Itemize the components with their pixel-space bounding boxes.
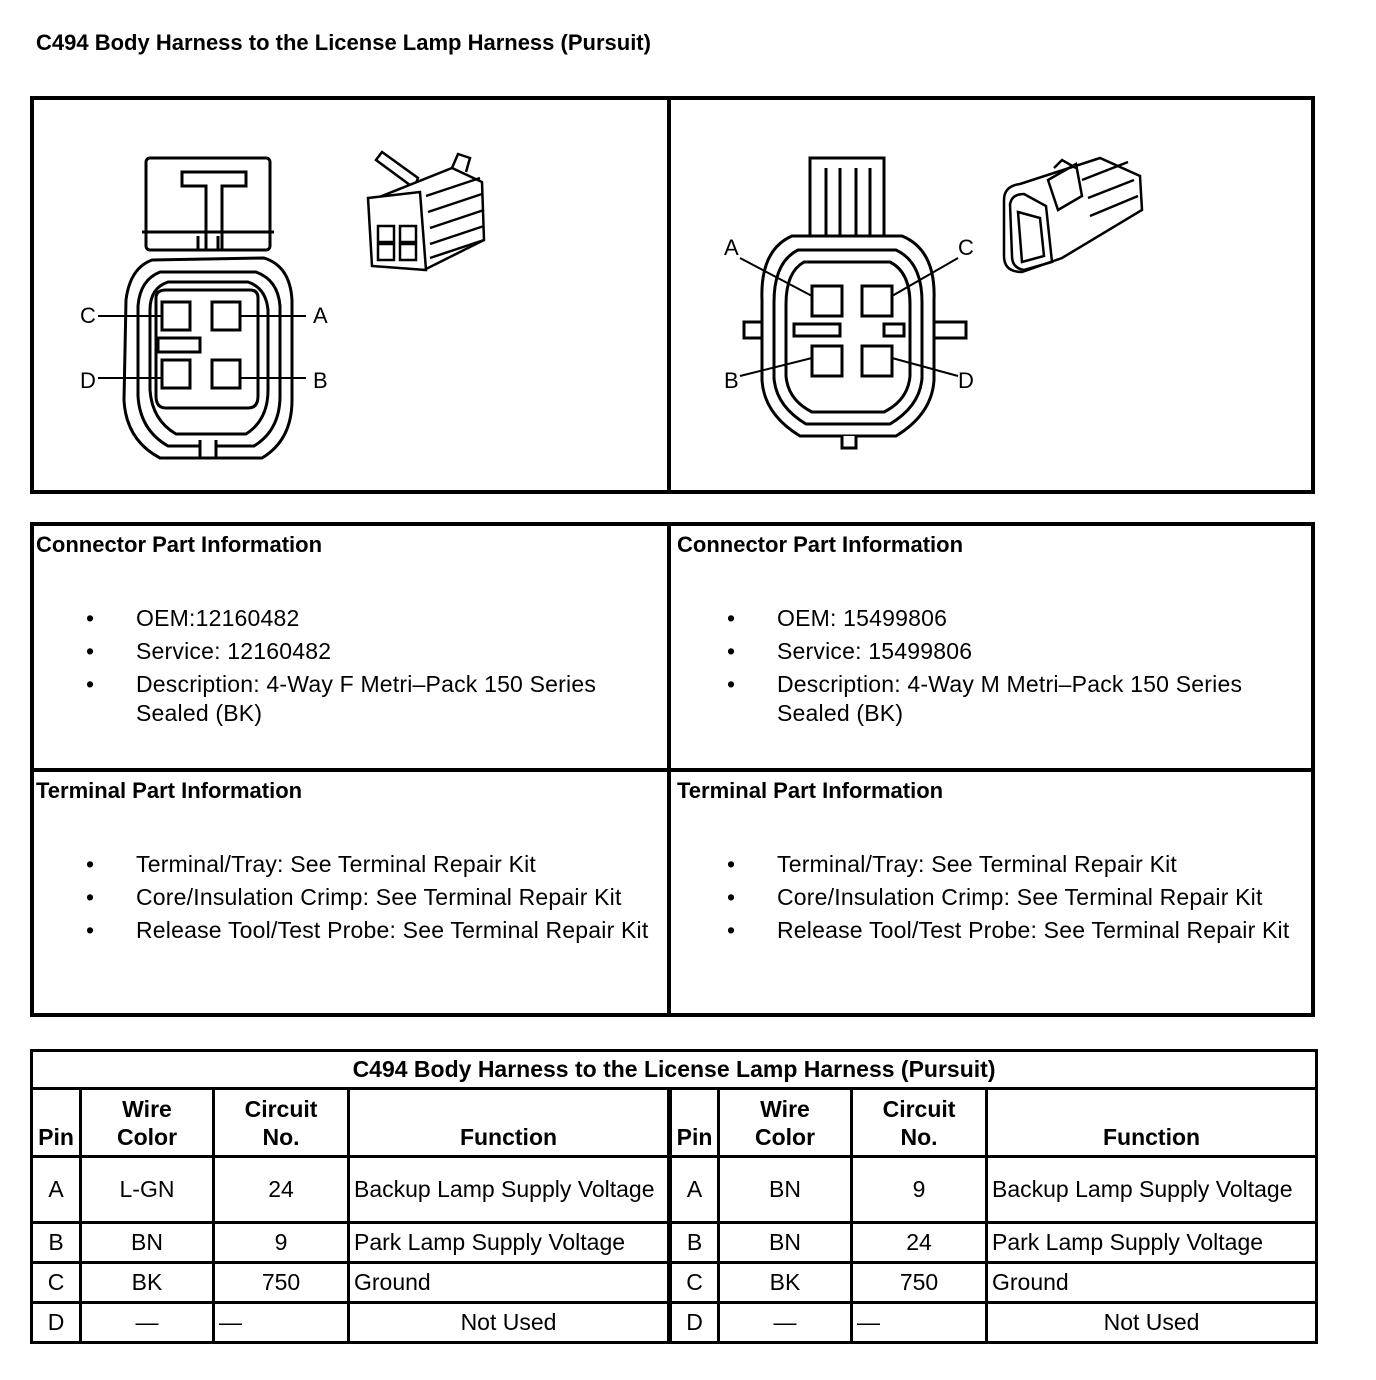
wire-color-cell: — bbox=[81, 1303, 214, 1343]
wire-color-cell: BN bbox=[719, 1223, 852, 1263]
pin-label-right-c: C bbox=[958, 235, 974, 260]
wire-color-cell: BK bbox=[81, 1263, 214, 1303]
circuit-cell: 750 bbox=[852, 1263, 987, 1303]
function-cell: Ground bbox=[987, 1263, 1317, 1303]
wire-color-cell: BN bbox=[81, 1223, 214, 1263]
connector-info-list bbox=[677, 604, 1307, 728]
function-cell: Not Used bbox=[349, 1303, 670, 1343]
col-header-wire-color: Wire Color bbox=[719, 1089, 852, 1157]
pin-label-left-d: D bbox=[80, 368, 96, 393]
pin-cell: B bbox=[32, 1223, 81, 1263]
col-header-circuit: Circuit No. bbox=[214, 1089, 349, 1157]
connector-info-heading: Connector Part Information bbox=[36, 532, 323, 557]
list-item: • OEM: 15499806 bbox=[727, 605, 948, 631]
col-header-pin: Pin bbox=[32, 1089, 81, 1157]
connector-info-list bbox=[36, 604, 666, 728]
function-cell: Park Lamp Supply Voltage bbox=[349, 1223, 670, 1263]
function-cell: Not Used bbox=[987, 1303, 1317, 1343]
wire-color-cell: L-GN bbox=[81, 1157, 214, 1223]
terminal-info-heading: Terminal Part Information bbox=[36, 778, 303, 803]
pin-label-left-b: B bbox=[313, 368, 328, 393]
pin-cell: A bbox=[32, 1157, 81, 1223]
part-info-horizontal-divider bbox=[30, 768, 1315, 772]
pin-label-right-d: D bbox=[958, 368, 974, 393]
wire-color-cell: BN bbox=[719, 1157, 852, 1223]
pinout-caption: C494 Body Harness to the License Lamp Harness (Pursuit) bbox=[32, 1051, 1317, 1089]
pin-cell: D bbox=[32, 1303, 81, 1343]
pin-cell: C bbox=[32, 1263, 81, 1303]
list-item: • Release Tool/Test Probe: See Terminal Repair Kit bbox=[727, 917, 1290, 943]
table-row bbox=[32, 1223, 1317, 1263]
list-item: • Description: 4-Way M Metri–Pack 150 Series Sealed (BK) bbox=[727, 671, 1243, 726]
table-row bbox=[32, 1303, 1317, 1343]
pin-cell: B bbox=[670, 1223, 719, 1263]
circuit-cell: — bbox=[214, 1303, 349, 1343]
connector-info-left bbox=[36, 532, 666, 732]
list-item: • Service: 15499806 bbox=[727, 638, 973, 664]
terminal-info-list bbox=[36, 850, 666, 945]
pin-label-right-a: A bbox=[724, 235, 739, 260]
connector-info-heading: Connector Part Information bbox=[677, 532, 964, 557]
table-row bbox=[32, 1263, 1317, 1303]
circuit-cell: 24 bbox=[214, 1157, 349, 1223]
list-item: • OEM:12160482 bbox=[86, 605, 300, 631]
list-item: • Core/Insulation Crimp: See Terminal Repair Kit bbox=[86, 884, 622, 910]
col-header-circuit: Circuit No. bbox=[852, 1089, 987, 1157]
circuit-cell: 9 bbox=[852, 1157, 987, 1223]
col-header-function: Function bbox=[349, 1089, 670, 1157]
pin-cell: D bbox=[670, 1303, 719, 1343]
pin-label-right-b: B bbox=[724, 368, 739, 393]
function-cell: Ground bbox=[349, 1263, 670, 1303]
wire-color-cell: — bbox=[719, 1303, 852, 1343]
connector-info-right bbox=[677, 532, 1307, 732]
circuit-cell: 24 bbox=[852, 1223, 987, 1263]
list-item: • Description: 4-Way F Metri–Pack 150 Series Sealed (BK) bbox=[86, 671, 597, 726]
col-header-function: Function bbox=[987, 1089, 1317, 1157]
list-item: • Core/Insulation Crimp: See Terminal Repair Kit bbox=[727, 884, 1263, 910]
pin-label-left-c: C bbox=[80, 303, 96, 328]
male-connector-3d-icon bbox=[1004, 158, 1142, 272]
terminal-info-right bbox=[677, 778, 1307, 949]
list-item: • Service: 12160482 bbox=[86, 638, 332, 664]
terminal-info-heading: Terminal Part Information bbox=[677, 778, 944, 803]
pinout-header-row bbox=[32, 1089, 1317, 1157]
table-row bbox=[32, 1157, 1317, 1223]
list-item: • Release Tool/Test Probe: See Terminal Repair Kit bbox=[86, 917, 649, 943]
list-item: • Terminal/Tray: See Terminal Repair Kit bbox=[86, 851, 537, 877]
col-header-wire-color: Wire Color bbox=[81, 1089, 214, 1157]
wire-color-cell: BK bbox=[719, 1263, 852, 1303]
terminal-info-list bbox=[677, 850, 1307, 945]
male-connector-face-icon bbox=[744, 158, 966, 448]
function-cell: Park Lamp Supply Voltage bbox=[987, 1223, 1317, 1263]
pin-cell: A bbox=[670, 1157, 719, 1223]
pinout-table bbox=[30, 1049, 1318, 1344]
female-connector-3d-icon bbox=[368, 152, 484, 270]
list-item: • Terminal/Tray: See Terminal Repair Kit bbox=[727, 851, 1178, 877]
connector-diagrams bbox=[0, 0, 1376, 500]
terminal-info-left bbox=[36, 778, 666, 949]
function-cell: Backup Lamp Supply Voltage bbox=[987, 1157, 1317, 1223]
circuit-cell: 750 bbox=[214, 1263, 349, 1303]
circuit-cell: 9 bbox=[214, 1223, 349, 1263]
pin-label-left-a: A bbox=[313, 303, 328, 328]
female-connector-face-icon bbox=[124, 158, 292, 458]
circuit-cell: — bbox=[852, 1303, 987, 1343]
page-title: C494 Body Harness to the License Lamp Harness (Pursuit) bbox=[36, 30, 651, 55]
col-header-pin: Pin bbox=[670, 1089, 719, 1157]
function-cell: Backup Lamp Supply Voltage bbox=[349, 1157, 670, 1223]
pin-cell: C bbox=[670, 1263, 719, 1303]
